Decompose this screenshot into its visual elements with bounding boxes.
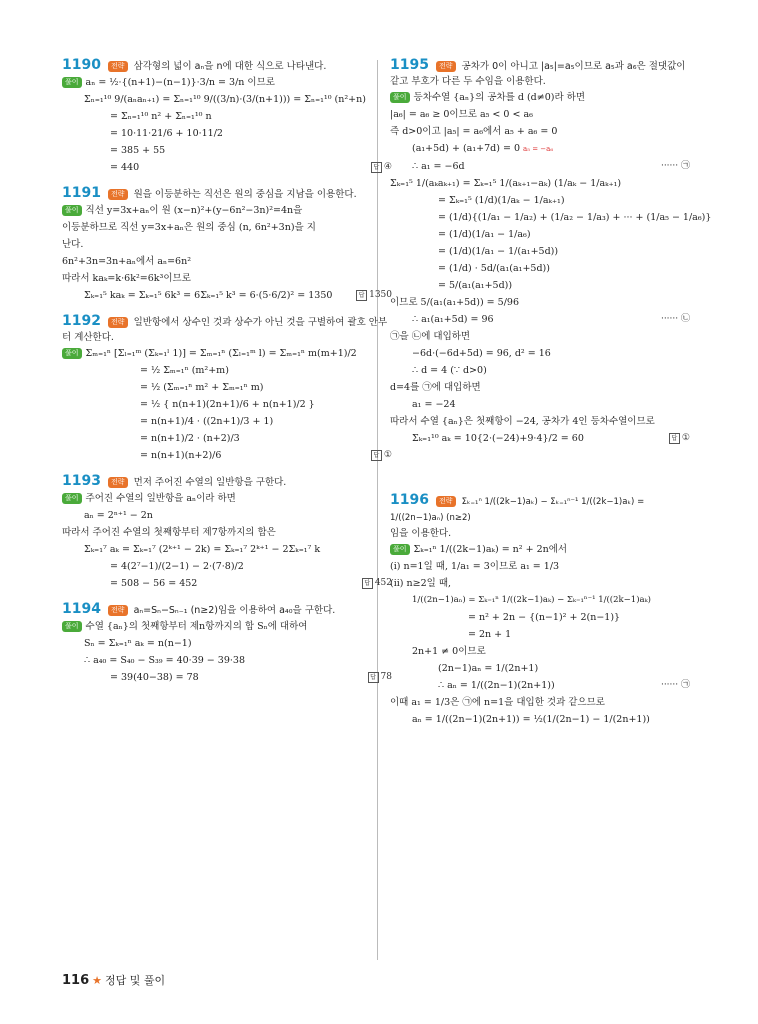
line: Sₙ = Σₖ₌₁ⁿ aₖ = n(n−1) bbox=[84, 638, 192, 649]
solution-badge: 풀이 bbox=[62, 205, 82, 216]
line: = 10·11·21/6 + 10·11/2 bbox=[110, 128, 223, 139]
problem-number: 1190 bbox=[62, 57, 101, 73]
line: 따라서 주어진 수열의 첫째항부터 제7항까지의 합은 bbox=[62, 527, 276, 538]
answer bbox=[371, 447, 392, 464]
problem-1195 bbox=[390, 57, 712, 447]
left-column bbox=[62, 58, 392, 696]
heading-text: 공차가 0이 아니고 |a₅|=a₅이므로 a₅과 a₆은 절댓값이 같고 부호가 다른 두 수임을 이용한다. bbox=[390, 61, 686, 87]
line: ㉠을 ㉡에 대입하면 bbox=[390, 331, 471, 342]
problem-1190 bbox=[62, 58, 392, 176]
hint-badge: 전략 bbox=[108, 189, 128, 200]
problem-heading bbox=[390, 58, 690, 89]
line: 6n²+3n=3n+aₙ에서 aₙ=6n² bbox=[62, 256, 192, 267]
answer-value: 78 bbox=[380, 672, 392, 682]
solution-badge: 풀이 bbox=[62, 493, 82, 504]
line: = ½ { n(n+1)(2n+1)/6 + n(n+1)/2 } bbox=[140, 399, 315, 410]
equation-mark: ······ ㉠ bbox=[660, 680, 690, 690]
hint-badge: 전략 bbox=[436, 496, 456, 507]
hint-badge: 전략 bbox=[108, 317, 128, 328]
equation-mark: ······ ㉡ bbox=[660, 314, 690, 324]
star-icon: ★ bbox=[92, 974, 103, 987]
problem-1191 bbox=[62, 186, 392, 304]
right-column bbox=[390, 57, 712, 738]
solution-badge: 풀이 bbox=[62, 348, 82, 359]
line: = 39(40−38) = 78 bbox=[110, 672, 199, 683]
line: (a₁+5d) + (a₁+7d) = 0 bbox=[412, 143, 520, 154]
line: = n(n+1)/4 · ((2n+1)/3 + 1) bbox=[140, 416, 274, 427]
answer-icon: 답 bbox=[356, 290, 367, 301]
line: = 440 bbox=[110, 162, 140, 173]
problem-1196 bbox=[390, 493, 690, 728]
line: ∴ a₁ = −6d bbox=[412, 161, 465, 172]
answer bbox=[356, 287, 392, 304]
line: a₁ = −24 bbox=[412, 399, 456, 410]
line: = 508 − 56 = 452 bbox=[110, 578, 198, 589]
answer-icon: 답 bbox=[371, 162, 382, 173]
heading-text: 원을 이등분하는 직선은 원의 중심을 지남을 이용한다. bbox=[133, 189, 357, 200]
margin-note: a₅ = −a₆ bbox=[523, 145, 554, 153]
problem-1193 bbox=[62, 474, 392, 592]
line: ∴ a₄₀ = S₄₀ − S₃₉ = 40·39 − 39·38 bbox=[84, 655, 245, 666]
line: 즉 d>0이고 |a₅| = a₆에서 a₅ + a₆ = 0 bbox=[390, 126, 558, 137]
line: aₙ = 1/((2n−1)(2n+1)) = ½(1/(2n−1) − 1/(2n+1)) bbox=[412, 714, 650, 725]
line: = ½ Σₘ₌₁ⁿ (m²+m) bbox=[140, 365, 229, 376]
hint-badge: 전략 bbox=[108, 605, 128, 616]
line: 난다. bbox=[62, 239, 84, 250]
line: Σₖ₌₁⁵ kaₖ = Σₖ₌₁⁵ 6k³ = 6Σₖ₌₁⁵ k³ = 6·(5·6/2)² = 1350 bbox=[84, 290, 333, 301]
answer bbox=[669, 430, 690, 447]
solution-badge: 풀이 bbox=[390, 544, 410, 555]
hint-badge: 전략 bbox=[108, 61, 128, 72]
line: (2n−1)aₙ = 1/(2n+1) bbox=[438, 663, 539, 674]
problem-number: 1196 bbox=[390, 492, 429, 508]
line: = 4(2⁷−1)/(2−1) − 2·(7·8)/2 bbox=[110, 561, 244, 572]
line: = (1/d)(1/a₁ − 1/(a₁+5d)) bbox=[438, 246, 559, 257]
problem-heading bbox=[62, 314, 392, 345]
answer bbox=[368, 669, 392, 686]
problem-number: 1193 bbox=[62, 473, 101, 489]
section-title: 정답 및 풀이 bbox=[105, 974, 166, 987]
problem-heading bbox=[62, 602, 392, 618]
problem-number: 1192 bbox=[62, 313, 101, 329]
line: |a₆| = a₆ ≥ 0이므로 a₅ < 0 < a₆ bbox=[390, 109, 533, 120]
solution-badge: 풀이 bbox=[62, 77, 82, 88]
solution-badge: 풀이 bbox=[62, 621, 82, 632]
line: Σₖ₌₁⁵ 1/(aₖaₖ₊₁) = Σₖ₌₁⁵ 1/(aₖ₊₁−aₖ) (1/aₖ − 1/aₖ₊₁) bbox=[390, 178, 622, 189]
heading-text: 먼저 주어진 수열의 일반항을 구한다. bbox=[133, 477, 287, 488]
answer-value: ① bbox=[681, 433, 690, 443]
line: 이때 a₁ = 1/3은 ㉠에 n=1을 대입한 것과 같으므로 bbox=[390, 697, 605, 708]
problem-number: 1191 bbox=[62, 185, 101, 201]
answer-value: 1350 bbox=[369, 290, 392, 300]
line: 2n+1 ≠ 0이므로 bbox=[412, 646, 486, 657]
answer-value: ① bbox=[383, 450, 392, 460]
heading-continued: 임을 이용한다. bbox=[390, 528, 452, 539]
line: = 2n + 1 bbox=[468, 629, 512, 640]
equation-mark: ······ ㉠ bbox=[660, 161, 690, 171]
line: = 5/(a₁(a₁+5d)) bbox=[438, 280, 513, 291]
line: = (1/d){(1/a₁ − 1/a₂) + (1/a₂ − 1/a₃) + ··· + (1/a₅ − 1/a₆)} bbox=[438, 212, 712, 223]
page-number: 116 bbox=[62, 973, 90, 988]
line: = n(n+1)/2 · (n+2)/3 bbox=[140, 433, 240, 444]
line: = (1/d) · 5d/(a₁(a₁+5d)) bbox=[438, 263, 550, 274]
line: 따라서 kaₖ=k·6k²=6k³이므로 bbox=[62, 273, 191, 284]
solution-badge: 풀이 bbox=[390, 92, 410, 103]
answer-value: 452 bbox=[374, 578, 392, 588]
line: ∴ a₁(a₁+5d) = 96 bbox=[412, 314, 494, 325]
answer-icon: 답 bbox=[362, 578, 373, 589]
line: 수열 {aₙ}의 첫째항부터 제n항까지의 합 Sₙ에 대하여 bbox=[85, 621, 308, 632]
problem-heading bbox=[390, 493, 690, 526]
line: aₙ = ½·{(n+1)−(n−1)}·3/n = 3/n 이므로 bbox=[85, 77, 275, 88]
answer-value: ④ bbox=[383, 162, 392, 172]
line: Σₖ₌₁⁷ aₖ = Σₖ₌₁⁷ (2ᵏ⁺¹ − 2k) = Σₖ₌₁⁷ 2ᵏ⁺¹ − 2Σₖ₌₁⁷ k bbox=[84, 544, 321, 555]
heading-text: 삼각형의 넓이 aₙ을 n에 대한 식으로 나타낸다. bbox=[133, 61, 327, 72]
page-footer bbox=[62, 972, 165, 988]
heading-text: aₙ=Sₙ−Sₙ₋₁ (n≥2)임을 이용하여 a₄₀을 구한다. bbox=[133, 605, 336, 616]
line: Σₖ₌₁ⁿ 1/((2k−1)aₖ) = n² + 2n에서 bbox=[413, 544, 568, 555]
answer bbox=[362, 575, 392, 592]
heading-text: 일반항에서 상수인 것과 상수가 아닌 것을 구별하여 괄호 안부터 계산한다. bbox=[62, 317, 388, 343]
problem-number: 1194 bbox=[62, 601, 101, 617]
line: 1/((2n−1)aₙ) = Σₖ₌₁ⁿ 1/((2k−1)aₖ) − Σₖ₌₁ⁿ⁻¹ 1/((2k−1)aₖ) bbox=[412, 595, 651, 605]
problem-heading bbox=[62, 58, 392, 74]
problem-heading bbox=[62, 474, 392, 490]
line: = Σₖ₌₁⁵ (1/d)(1/aₖ − 1/aₖ₊₁) bbox=[438, 195, 565, 206]
line: aₙ = 2ⁿ⁺¹ − 2n bbox=[84, 510, 153, 521]
line: 등차수열 {aₙ}의 공차를 d (d≠0)라 하면 bbox=[413, 92, 586, 103]
line: (i) n=1일 때, 1/a₁ = 3이므로 a₁ = 1/3 bbox=[390, 561, 560, 572]
line: 직선 y=3x+aₙ이 원 (x−n)²+(y−6n²−3n)²=4n을 bbox=[85, 205, 303, 216]
problem-number: 1195 bbox=[390, 57, 429, 73]
line: = Σₙ₌₁¹⁰ n² + Σₙ₌₁¹⁰ n bbox=[110, 111, 212, 122]
line: Σₘ₌₁ⁿ [Σₗ₌₁ᵐ (Σₖ₌₁ˡ 1)] = Σₘ₌₁ⁿ (Σₗ₌₁ᵐ l) = Σₘ₌₁ⁿ m(m+1)/2 bbox=[85, 348, 357, 359]
line: 주어진 수열의 일반항을 aₙ이라 하면 bbox=[85, 493, 236, 504]
line: d=4를 ㉠에 대입하면 bbox=[390, 382, 481, 393]
heading-text: Σₖ₌₁ⁿ 1/((2k−1)aₖ) − Σₖ₌₁ⁿ⁻¹ 1/((2k−1)aₖ) = 1/((2n−1)aₙ) (n≥2) bbox=[390, 497, 645, 523]
line: 이등분하므로 직선 y=3x+aₙ은 원의 중심 (n, 6n²+3n)을 지 bbox=[62, 222, 316, 233]
problem-1192 bbox=[62, 314, 392, 464]
problem-heading bbox=[62, 186, 392, 202]
line: −6d·(−6d+5d) = 96, d² = 16 bbox=[412, 348, 551, 359]
line: = (1/d)(1/a₁ − 1/a₆) bbox=[438, 229, 531, 240]
answer-icon: 답 bbox=[368, 672, 379, 683]
hint-badge: 전략 bbox=[436, 61, 456, 72]
line: ∴ d = 4 (∵ d>0) bbox=[412, 365, 487, 376]
line: ∴ aₙ = 1/((2n−1)(2n+1)) bbox=[438, 680, 555, 691]
answer-icon: 답 bbox=[669, 433, 680, 444]
line: = n² + 2n − {(n−1)² + 2(n−1)} bbox=[468, 612, 621, 623]
line: = n(n+1)(n+2)/6 bbox=[140, 450, 222, 461]
answer-icon: 답 bbox=[371, 450, 382, 461]
line: Σₖ₌₁¹⁰ aₖ = 10{2·(−24)+9·4}/2 = 60 bbox=[412, 433, 584, 444]
answer bbox=[371, 159, 392, 176]
line: 따라서 수열 {aₙ}은 첫째항이 −24, 공차가 4인 등차수열이므로 bbox=[390, 416, 655, 427]
line: = ½ (Σₘ₌₁ⁿ m² + Σₘ₌₁ⁿ m) bbox=[140, 382, 264, 393]
line: 이므로 5/(a₁(a₁+5d)) = 5/96 bbox=[390, 297, 519, 308]
hint-badge: 전략 bbox=[108, 477, 128, 488]
line: = 385 + 55 bbox=[110, 145, 166, 156]
problem-1194 bbox=[62, 602, 392, 686]
line: Σₙ₌₁¹⁰ 9/(aₙaₙ₊₁) = Σₙ₌₁¹⁰ 9/((3/n)·(3/(n+1))) = Σₙ₌₁¹⁰ (n²+n) bbox=[84, 94, 366, 105]
line: (ii) n≥2일 때, bbox=[390, 578, 452, 589]
